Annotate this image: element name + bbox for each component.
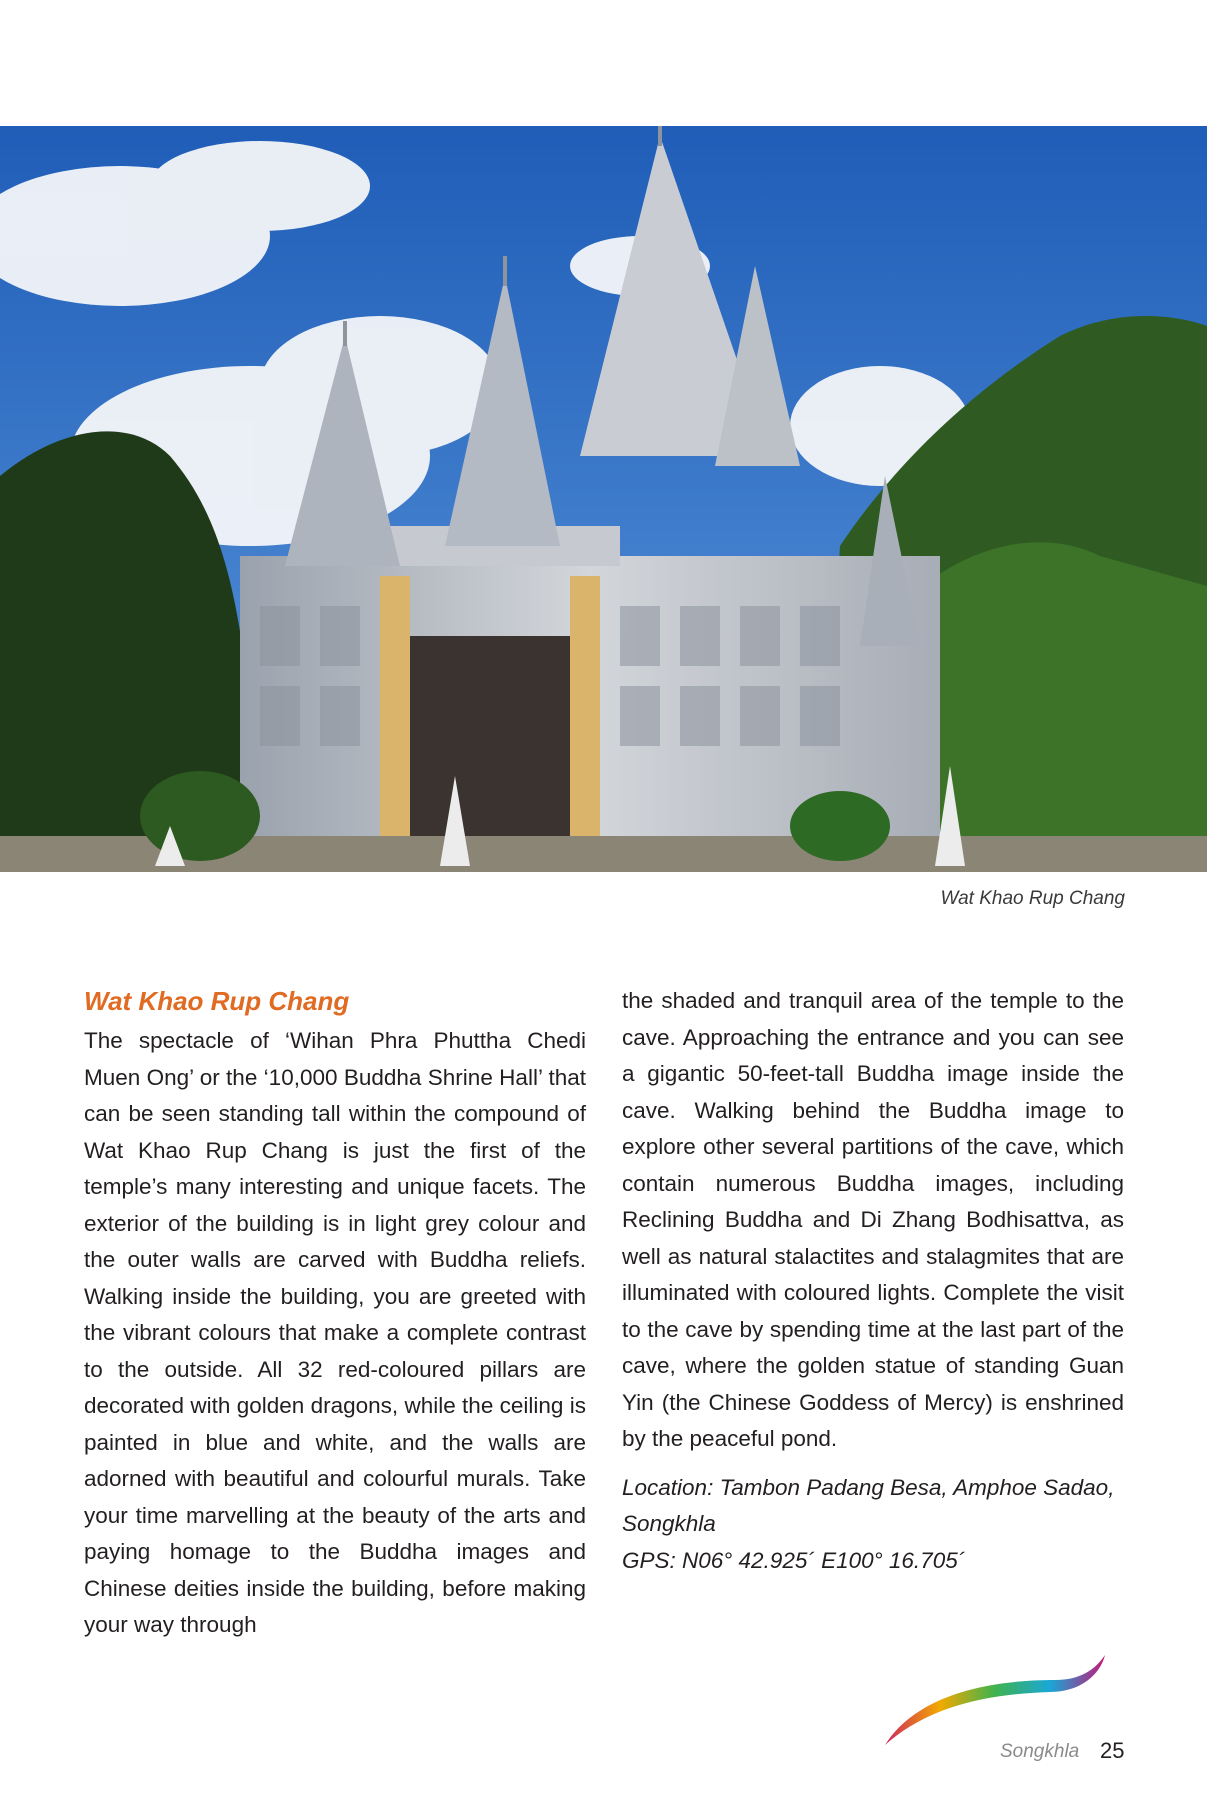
temple-photo bbox=[0, 126, 1207, 872]
gps-coordinates: GPS: N06° 42.925´ E100° 16.705´ bbox=[622, 1547, 966, 1573]
location-line-2: Songkhla bbox=[622, 1511, 716, 1536]
footer-section-label: Songkhla bbox=[1000, 1741, 1080, 1762]
page-number: 25 bbox=[1100, 1738, 1125, 1763]
location-line-1: Location: Tambon Padang Besa, Amphoe Sadao, bbox=[622, 1474, 1115, 1500]
article-body-right: the shaded and tranquil area of the temple to the cave. Approaching the entrance and you can see a gigantic 50-feet-tall Buddha image inside the cave. Walking behind the Buddha image to explore other several partitions of the cave, which contain numerous Buddha images, including Reclining Buddha and Di Zhang Bodhisattva, as well as natural stalactites and stalagmites that are illuminated with coloured lights. Complete the visit to the cave by spending time at the last part of the cave, where the golden statue of standing Guan Yin (the Chinese Goddess of Mercy) is enshrined by the peaceful pond. bbox=[622, 988, 1124, 1451]
article-column-right bbox=[622, 983, 1124, 1579]
article-column-left bbox=[84, 983, 586, 1644]
location-block bbox=[622, 1470, 1124, 1580]
article-body-left: The spectacle of ‘Wihan Phra Phuttha Chedi Muen Ong’ or the ‘10,000 Buddha Shrine Hall’ that can be seen standing tall within the compound of Wat Khao Rup Chang is just the first of the temple’s many interesting and unique facets. The exterior of the building is in light grey colour and the outer walls are carved with Buddha reliefs. Walking inside the building, you are greeted with the vibrant colours that make a complete contrast to the outside. All 32 red-coloured pillars are decorated with golden dragons, while the ceiling is painted in blue and white, and the walls are adorned with beautiful and colourful murals. Take your time marvelling at the beauty of the arts and paying homage to the Buddha images and Chinese deities inside the building, before making your way through bbox=[84, 1028, 586, 1637]
swoosh-logo-icon bbox=[880, 1650, 1120, 1750]
article-heading: Wat Khao Rup Chang bbox=[84, 986, 350, 1016]
photo-caption: Wat Khao Rup Chang bbox=[940, 888, 1125, 909]
